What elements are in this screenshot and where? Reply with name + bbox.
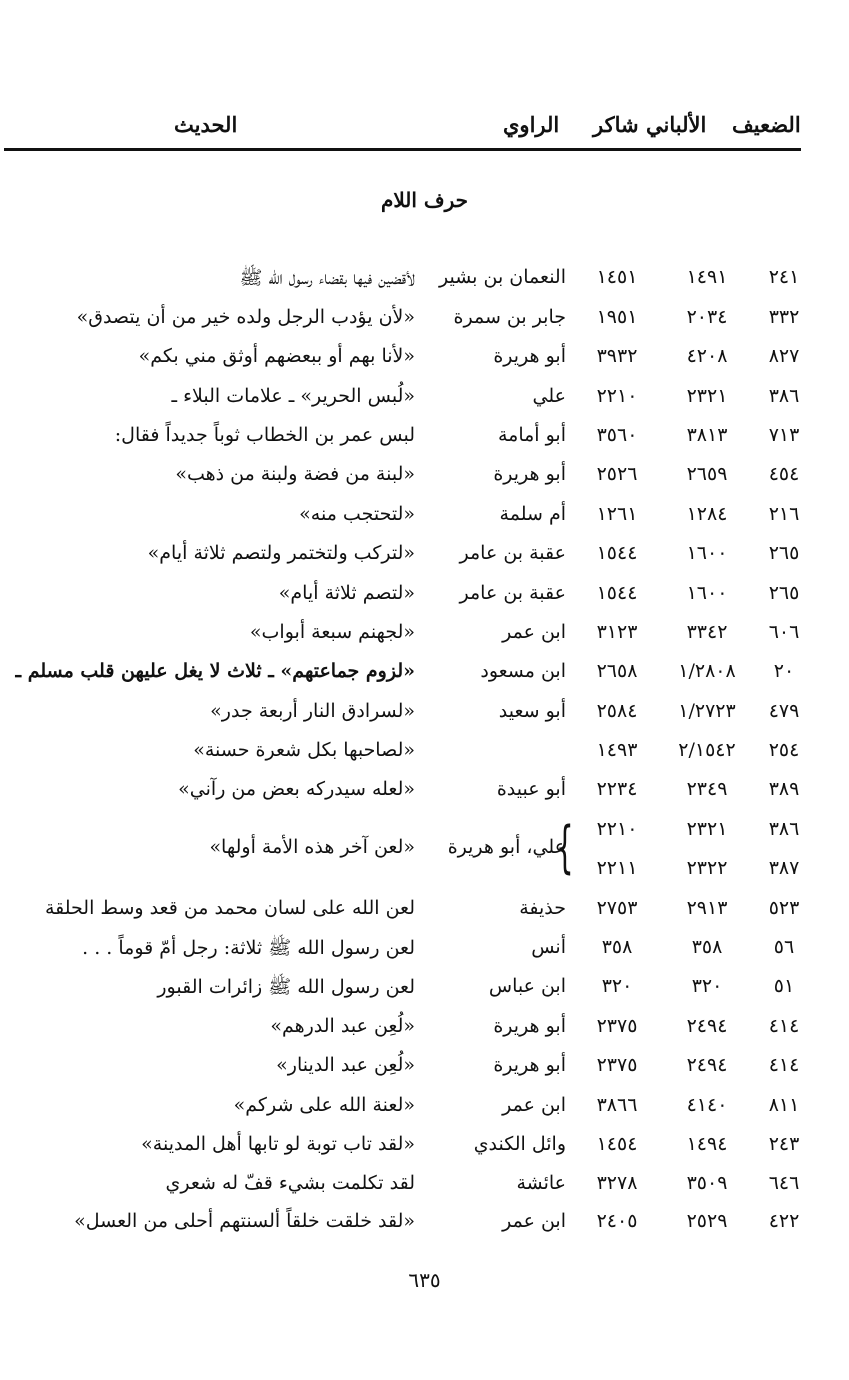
albani-number: ٢٥٢٩ xyxy=(686,1210,728,1232)
daif-number: ٤٢٢ xyxy=(768,1210,800,1232)
shakir-number: ١٢٦١ xyxy=(596,503,638,525)
daif-number: ٢١٦ xyxy=(768,503,800,525)
table-row xyxy=(0,463,849,493)
daif-number: ٥٢٣ xyxy=(768,897,800,919)
hadith-text: «لبنة من فضة ولبنة من ذهب» xyxy=(175,463,415,485)
shakir-number: ١٥٤٤ xyxy=(596,542,638,564)
shakir-number: ٣٥٨ xyxy=(601,936,633,958)
daif-number: ٤٧٩ xyxy=(768,700,800,722)
narrator: ابن عباس xyxy=(488,975,566,997)
shakir-number: ٢٣٧٥ xyxy=(596,1015,638,1037)
narrator: أبو هريرة xyxy=(493,1015,566,1037)
header-col-shakir: شاكر xyxy=(593,112,639,137)
hadith-text: «لجهنم سبعة أبواب» xyxy=(249,621,415,643)
hadith-text: لأقضين فيها بقضاء رسول الله ﷺ xyxy=(239,267,415,289)
hadith-text: «لأنا بهم أو ببعضهم أوثق مني بكم» xyxy=(138,345,415,367)
daif-number: ٢٦٥ xyxy=(768,542,800,564)
hadith-text: «لأن يؤدب الرجل ولده خير من أن يتصدق» xyxy=(76,306,415,328)
shakir-number: ٢٢١١ xyxy=(596,857,638,879)
narrator: أبو أمامة xyxy=(497,424,566,446)
narrator: أبو سعيد xyxy=(498,700,566,722)
hadith-text: «لزوم جماعتهم» ـ ثلاث لا يغل عليهن قلب مسلم ـ xyxy=(15,660,415,682)
albani-number: ١٢٨٤ xyxy=(686,503,728,525)
daif-number: ٢٤١ xyxy=(768,266,800,288)
header-rule xyxy=(4,148,801,151)
albani-number: ٤٢٠٨ xyxy=(686,345,728,367)
narrator: ابن عمر xyxy=(502,1210,566,1232)
shakir-number: ٢٢١٠ xyxy=(596,385,638,407)
shakir-number: ١٥٤٤ xyxy=(596,582,638,604)
table-row xyxy=(0,1133,849,1163)
narrator: ابن عمر xyxy=(502,621,566,643)
albani-number: ٣٣٤٢ xyxy=(686,621,728,643)
shakir-number: ١٤٩٣ xyxy=(596,739,638,761)
albani-number: ٢٠٣٤ xyxy=(686,306,728,328)
albani-number: ٤١٤٠ xyxy=(686,1094,728,1116)
hadith-text: «لقد تاب توبة لو تابها أهل المدينة» xyxy=(141,1133,415,1155)
hadith-text: «لصاحبها بكل شعرة حسنة» xyxy=(193,739,415,761)
header-col-rawi: الراوي xyxy=(503,112,560,137)
narrator: علي xyxy=(532,385,566,407)
narrator: أبو هريرة xyxy=(493,345,566,367)
table-row xyxy=(0,424,849,454)
narrator: حذيفة xyxy=(519,897,566,919)
daif-number: ٤٥٤ xyxy=(768,463,800,485)
narrator: عائشة xyxy=(516,1172,566,1194)
shakir-number: ٢٤٠٥ xyxy=(596,1210,638,1232)
shakir-number: ٢٦٥٨ xyxy=(596,660,638,682)
narrator: عقبة بن عامر xyxy=(459,542,566,564)
daif-number: ٦٠٦ xyxy=(768,621,800,643)
table-row xyxy=(0,1054,849,1084)
narrator: ابن عمر xyxy=(502,1094,566,1116)
narrator: أنس xyxy=(531,936,566,958)
shakir-number: ٣٢٠ xyxy=(601,975,633,997)
hadith-text: «لسرادق النار أربعة جدر» xyxy=(210,700,415,722)
hadith-text: «لعنة الله على شركم» xyxy=(233,1094,415,1116)
albani-number: ٢٩١٣ xyxy=(686,897,728,919)
daif-number: ٦٤٦ xyxy=(768,1172,800,1194)
hadith-text: «لعله سيدركه بعض من رآني» xyxy=(178,778,415,800)
table-row xyxy=(0,503,849,533)
header-col-albani: الألباني xyxy=(646,112,707,137)
albani-number: ٢٣٢١ xyxy=(686,385,728,407)
table-row xyxy=(0,975,849,1005)
shakir-number: ٣٥٦٠ xyxy=(596,424,638,446)
grouped-hadith: «لعن آخر هذه الأمة أولها» xyxy=(209,836,415,858)
table-row xyxy=(0,1094,849,1124)
table-row xyxy=(0,542,849,572)
shakir-number: ٣٢٧٨ xyxy=(596,1172,638,1194)
shakir-number: ٢٥٨٤ xyxy=(596,700,638,722)
narrator: أم سلمة xyxy=(499,503,566,525)
shakir-number: ١٤٥١ xyxy=(596,266,638,288)
daif-number: ٢٠ xyxy=(773,660,795,682)
daif-number: ٣٣٢ xyxy=(768,306,800,328)
daif-number: ٢٤٣ xyxy=(768,1133,800,1155)
table-row xyxy=(0,306,849,336)
albani-number: ٢/١٥٤٢ xyxy=(678,739,736,761)
albani-number: ١٤٩٤ xyxy=(686,1133,728,1155)
table-row xyxy=(0,700,849,730)
daif-number: ٢٦٥ xyxy=(768,582,800,604)
hadith-text: لعن الله على لسان محمد من قعد وسط الحلقة xyxy=(44,897,415,919)
shakir-number: ٢٢١٠ xyxy=(596,818,638,840)
albani-number: ٢٣٢١ xyxy=(686,818,728,840)
table-row xyxy=(0,582,849,612)
table-row xyxy=(0,936,849,966)
table-row xyxy=(0,385,849,415)
narrator: أبو عبيدة xyxy=(496,778,566,800)
narrator: عقبة بن عامر xyxy=(459,582,566,604)
shakir-number: ٣١٢٣ xyxy=(596,621,638,643)
narrator: النعمان بن بشير xyxy=(439,266,566,288)
albani-number: ٢٣٤٩ xyxy=(686,778,728,800)
hadith-text: «لُبس الحرير» ـ علامات البلاء ـ xyxy=(171,385,415,407)
narrator: أبو هريرة xyxy=(493,1054,566,1076)
hadith-text: لبس عمر بن الخطاب ثوباً جديداً فقال: xyxy=(114,424,415,446)
hadith-text: «لتركب ولتختمر ولتصم ثلاثة أيام» xyxy=(147,542,415,564)
albani-number: ٣٥٠٩ xyxy=(686,1172,728,1194)
albani-number: ٣٢٠ xyxy=(691,975,723,997)
table-row xyxy=(0,266,849,296)
section-title: حرف اللام xyxy=(380,188,469,212)
hadith-text: «لتصم ثلاثة أيام» xyxy=(278,582,415,604)
grouping-brace: { xyxy=(555,815,574,880)
daif-number: ٥١ xyxy=(773,975,795,997)
page-number: ٦٣٥ xyxy=(408,1268,441,1292)
table-row xyxy=(0,1172,849,1202)
narrator: وائل الكندي xyxy=(473,1133,566,1155)
table-row xyxy=(0,857,849,887)
shakir-number: ٢٣٧٥ xyxy=(596,1054,638,1076)
table-row xyxy=(0,1210,849,1240)
narrator: ابن مسعود xyxy=(480,660,566,682)
albani-number: ٣٨١٣ xyxy=(686,424,728,446)
daif-number: ٢٥٤ xyxy=(768,739,800,761)
daif-number: ٥٦ xyxy=(773,936,795,958)
table-row xyxy=(0,778,849,808)
daif-number: ٣٨٩ xyxy=(768,778,800,800)
albani-number: ١/٢٨٠٨ xyxy=(678,660,736,682)
daif-number: ٤١٤ xyxy=(768,1015,800,1037)
shakir-number: ٢٧٥٣ xyxy=(596,897,638,919)
table-row xyxy=(0,1015,849,1045)
daif-number: ٣٨٦ xyxy=(768,385,800,407)
table-row xyxy=(0,345,849,375)
shakir-number: ٢٥٢٦ xyxy=(596,463,638,485)
shakir-number: ١٤٥٤ xyxy=(596,1133,638,1155)
narrator: جابر بن سمرة xyxy=(453,306,566,328)
hadith-text: لعن رسول الله ﷺ ثلاثة: رجل أمّ قوماً . . . xyxy=(82,937,415,959)
hadith-text: «لُعِن عبد الدرهم» xyxy=(270,1015,415,1037)
table-row xyxy=(0,621,849,651)
hadith-text: «لقد خلقت خلقاً ألسنتهم أحلى من العسل» xyxy=(74,1210,415,1232)
shakir-number: ٢٢٣٤ xyxy=(596,778,638,800)
shakir-number: ١٩٥١ xyxy=(596,306,638,328)
albani-number: ٣٥٨ xyxy=(691,936,723,958)
header-col-daif: الضعيف xyxy=(732,112,801,137)
hadith-text: لعن رسول الله ﷺ زائرات القبور xyxy=(157,976,415,998)
shakir-number: ٣٨٦٦ xyxy=(596,1094,638,1116)
table-row xyxy=(0,897,849,927)
grouped-narrator: علي، أبو هريرة xyxy=(447,836,566,858)
daif-number: ٣٨٦ xyxy=(768,818,800,840)
daif-number: ٨١١ xyxy=(768,1094,800,1116)
shakir-number: ٣٩٣٢ xyxy=(596,345,638,367)
daif-number: ٧١٣ xyxy=(768,424,800,446)
albani-number: ٢٦٥٩ xyxy=(686,463,728,485)
daif-number: ٨٢٧ xyxy=(768,345,800,367)
hadith-text: «لتحتجب منه» xyxy=(299,503,415,525)
hadith-text: لقد تكلمت بشيء قفّ له شعري xyxy=(165,1172,415,1194)
table-row xyxy=(0,739,849,769)
albani-number: ٢٤٩٤ xyxy=(686,1015,728,1037)
header-col-hadith: الحديث xyxy=(174,112,238,137)
daif-number: ٤١٤ xyxy=(768,1054,800,1076)
albani-number: ١٦٠٠ xyxy=(686,542,728,564)
table-row xyxy=(0,660,849,690)
table-row xyxy=(0,818,849,848)
albani-number: ٢٤٩٤ xyxy=(686,1054,728,1076)
albani-number: ١٤٩١ xyxy=(686,266,728,288)
narrator: أبو هريرة xyxy=(493,463,566,485)
daif-number: ٣٨٧ xyxy=(768,857,800,879)
albani-number: ١٦٠٠ xyxy=(686,582,728,604)
albani-number: ٢٣٢٢ xyxy=(686,857,728,879)
hadith-text: «لُعِن عبد الدينار» xyxy=(276,1054,415,1076)
albani-number: ١/٢٧٢٣ xyxy=(678,700,736,722)
